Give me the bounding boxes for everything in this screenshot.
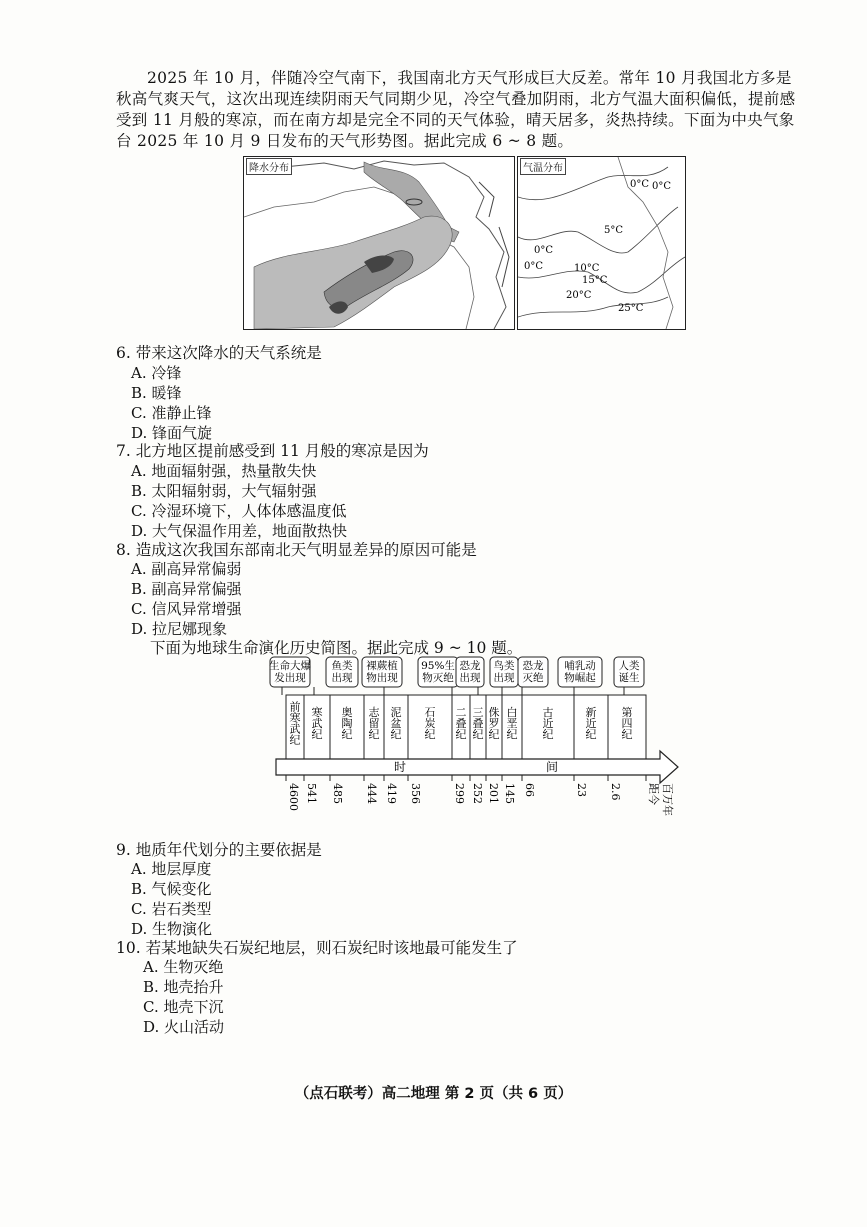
intro-paragraph: 2025 年 10 月，伴随冷空气南下，我国南北方天气形成巨大反差。常年 10 月我国北方多是秋高气爽天气，这次出现连续阴雨天气同期少见，冷空气叠加阴雨，北方气温大面积偏低，提前感受到 11 月般的寒凉，而在南方却是完全不同的天气体验，晴天居多，炎热持续。下面为中央气象台 2025 年 10 月 9 日发布的天气形势图。据此完成 6 ~ 8 题。 bbox=[116, 69, 796, 150]
isotherm-label: 0°C bbox=[524, 261, 544, 272]
event-label: 95%生 bbox=[421, 660, 455, 672]
question-9-option-b[interactable]: B. 气候变化 bbox=[131, 880, 212, 898]
question-7-stem: 7. 北方地区提前感受到 11 月般的寒凉是因为 bbox=[116, 442, 429, 460]
period-label-char: 陶 bbox=[341, 717, 353, 730]
question-8-option-a[interactable]: A. 副高异常偏弱 bbox=[131, 560, 242, 578]
question-8-option-d[interactable]: D. 拉尼娜现象 bbox=[131, 620, 228, 638]
period-label-char: 叠 bbox=[472, 717, 484, 730]
period-label-char: 垩 bbox=[506, 717, 518, 730]
event-label: 生命大爆 bbox=[269, 660, 311, 672]
question-10-option-c[interactable]: C. 地壳下沉 bbox=[143, 998, 224, 1016]
tick-label: 419 bbox=[385, 783, 398, 804]
question-6-stem: 6. 带来这次降水的天气系统是 bbox=[116, 344, 322, 362]
event-label: 出现 bbox=[331, 672, 353, 684]
precipitation-map bbox=[243, 156, 515, 330]
event-label: 裸蕨植 bbox=[366, 660, 398, 672]
period-label-char: 近 bbox=[542, 717, 554, 730]
period-label-char: 武 bbox=[311, 717, 323, 730]
question-10-stem: 10. 若某地缺失石炭纪地层，则石炭纪时该地最可能发生了 bbox=[116, 939, 518, 957]
question-6-option-c[interactable]: C. 准静止锋 bbox=[131, 404, 212, 422]
period-label-char: 叠 bbox=[455, 717, 467, 730]
period-label-char: 石 bbox=[424, 706, 436, 719]
temp-map-label: 气温分布 bbox=[520, 158, 566, 175]
question-9-option-c[interactable]: C. 岩石类型 bbox=[131, 900, 212, 918]
question-6-option-b[interactable]: B. 暖锋 bbox=[131, 384, 182, 402]
question-7-option-c[interactable]: C. 冷湿环境下，人体体感温度低 bbox=[131, 502, 347, 520]
question-10-option-b[interactable]: B. 地壳抬升 bbox=[143, 978, 224, 996]
period-label-char: 留 bbox=[368, 717, 380, 730]
period-label-char: 纪 bbox=[506, 728, 518, 741]
question-6-option-d[interactable]: D. 锋面气旋 bbox=[131, 424, 213, 442]
precipitation-map-drawing bbox=[244, 157, 514, 329]
tick-label: 299 bbox=[453, 783, 466, 804]
period-label-char: 盆 bbox=[390, 717, 402, 730]
timeline-intro: 下面为地球生命演化历史简图。据此完成 9 ~ 10 题。 bbox=[150, 639, 523, 657]
period-label-char: 奥 bbox=[341, 706, 353, 719]
isotherm-label: 15°C bbox=[582, 275, 608, 286]
tick-label: 356 bbox=[409, 783, 422, 804]
period-label-char: 纪 bbox=[621, 728, 633, 741]
event-label: 鸟类 bbox=[493, 660, 515, 672]
life-evolution-timeline bbox=[268, 655, 688, 825]
period-label-char: 纪 bbox=[472, 728, 484, 741]
tick-label: 145 bbox=[503, 783, 516, 804]
precip-map-label: 降水分布 bbox=[246, 158, 292, 175]
page-footer: （点石联考）高二地理 第 2 页（共 6 页） bbox=[294, 1086, 573, 1102]
period-label-char: 炭 bbox=[424, 717, 436, 730]
axis-label: 间 bbox=[546, 760, 559, 774]
question-10-option-a[interactable]: A. 生物灭绝 bbox=[143, 958, 224, 976]
event-label: 出现 bbox=[493, 672, 515, 684]
event-label: 哺乳动 bbox=[564, 660, 596, 672]
event-label: 物出现 bbox=[366, 672, 398, 684]
period-label-char: 新 bbox=[585, 706, 597, 719]
isotherm-label: 0°C bbox=[534, 245, 554, 256]
tick-label: 66 bbox=[523, 783, 536, 797]
event-label: 鱼类 bbox=[331, 660, 353, 672]
tick-label: 2.6 bbox=[609, 783, 622, 801]
period-label-char: 纪 bbox=[424, 728, 436, 741]
period-label-char: 志 bbox=[368, 706, 380, 719]
isotherm-label: 0°C bbox=[652, 181, 672, 192]
axis-label: 时 bbox=[394, 760, 407, 774]
question-7-option-b[interactable]: B. 太阳辐射弱，大气辐射强 bbox=[131, 482, 317, 500]
event-label: 灭绝 bbox=[522, 672, 544, 684]
period-label-char: 四 bbox=[621, 717, 633, 730]
period-label-char: 侏 bbox=[488, 706, 500, 719]
isotherm-label: 0°C bbox=[630, 179, 650, 190]
period-label-char: 白 bbox=[506, 706, 518, 719]
axis-unit: 百万年 bbox=[661, 783, 674, 816]
event-label: 诞生 bbox=[618, 672, 640, 684]
period-label-char: 纪 bbox=[390, 728, 402, 741]
period-label-char: 纪 bbox=[455, 728, 467, 741]
period-label-char: 纪 bbox=[488, 728, 500, 741]
tick-label: 252 bbox=[471, 783, 484, 804]
question-9-stem: 9. 地质年代划分的主要依据是 bbox=[116, 841, 322, 859]
question-8-stem: 8. 造成这次我国东部南北天气明显差异的原因可能是 bbox=[116, 541, 477, 559]
event-label: 恐龙 bbox=[459, 660, 481, 672]
question-10-option-d[interactable]: D. 火山活动 bbox=[143, 1018, 225, 1036]
period-label-char: 古 bbox=[542, 706, 554, 719]
event-label: 恐龙 bbox=[522, 660, 544, 672]
tick-label: 541 bbox=[305, 783, 318, 804]
event-label: 人类 bbox=[618, 660, 640, 672]
tick-label: 444 bbox=[365, 783, 378, 804]
period-label-char: 第 bbox=[621, 706, 633, 719]
period-label-char: 泥 bbox=[390, 706, 402, 719]
isotherm-label: 10°C bbox=[574, 263, 600, 274]
isotherm-label: 25°C bbox=[618, 303, 644, 314]
period-label-char: 三 bbox=[472, 706, 484, 719]
question-9-option-a[interactable]: A. 地层厚度 bbox=[131, 860, 212, 878]
question-6-option-a[interactable]: A. 冷锋 bbox=[131, 364, 182, 382]
tick-label: 4600 bbox=[287, 783, 300, 811]
tick-label: 201 bbox=[487, 783, 500, 804]
period-label-char: 近 bbox=[585, 717, 597, 730]
question-8-option-b[interactable]: B. 副高异常偏强 bbox=[131, 580, 242, 598]
question-9-option-d[interactable]: D. 生物演化 bbox=[131, 920, 213, 938]
isotherm-label: 5°C bbox=[604, 225, 624, 236]
question-7-option-d[interactable]: D. 大气保温作用差，地面散热快 bbox=[131, 522, 348, 540]
period-label-char: 前 bbox=[289, 700, 301, 714]
event-label: 发出现 bbox=[274, 672, 306, 684]
isotherm-label: 20°C bbox=[566, 290, 592, 301]
period-label-char: 罗 bbox=[488, 717, 500, 730]
period-label-char: 纪 bbox=[542, 728, 554, 741]
temperature-map-drawing bbox=[518, 157, 685, 329]
period-label-char: 纪 bbox=[311, 728, 323, 741]
period-label-char: 寒 bbox=[289, 711, 301, 725]
tick-label: 距今 bbox=[647, 783, 660, 805]
question-7-option-a[interactable]: A. 地面辐射强，热量散失快 bbox=[131, 462, 317, 480]
period-label-char: 纪 bbox=[585, 728, 597, 741]
period-label-char: 纪 bbox=[341, 728, 353, 741]
period-label-char: 二 bbox=[455, 706, 467, 719]
tick-label: 485 bbox=[331, 783, 344, 804]
period-label-char: 纪 bbox=[368, 728, 380, 741]
question-8-option-c[interactable]: C. 信风异常增强 bbox=[131, 600, 242, 618]
period-label-char: 纪 bbox=[289, 733, 301, 747]
period-label-char: 寒 bbox=[311, 706, 323, 719]
event-label: 出现 bbox=[459, 672, 481, 684]
event-label: 物崛起 bbox=[564, 672, 596, 684]
event-label: 物灭绝 bbox=[422, 672, 454, 684]
tick-label: 23 bbox=[575, 783, 588, 797]
temperature-map bbox=[517, 156, 686, 330]
period-label-char: 武 bbox=[289, 722, 301, 736]
